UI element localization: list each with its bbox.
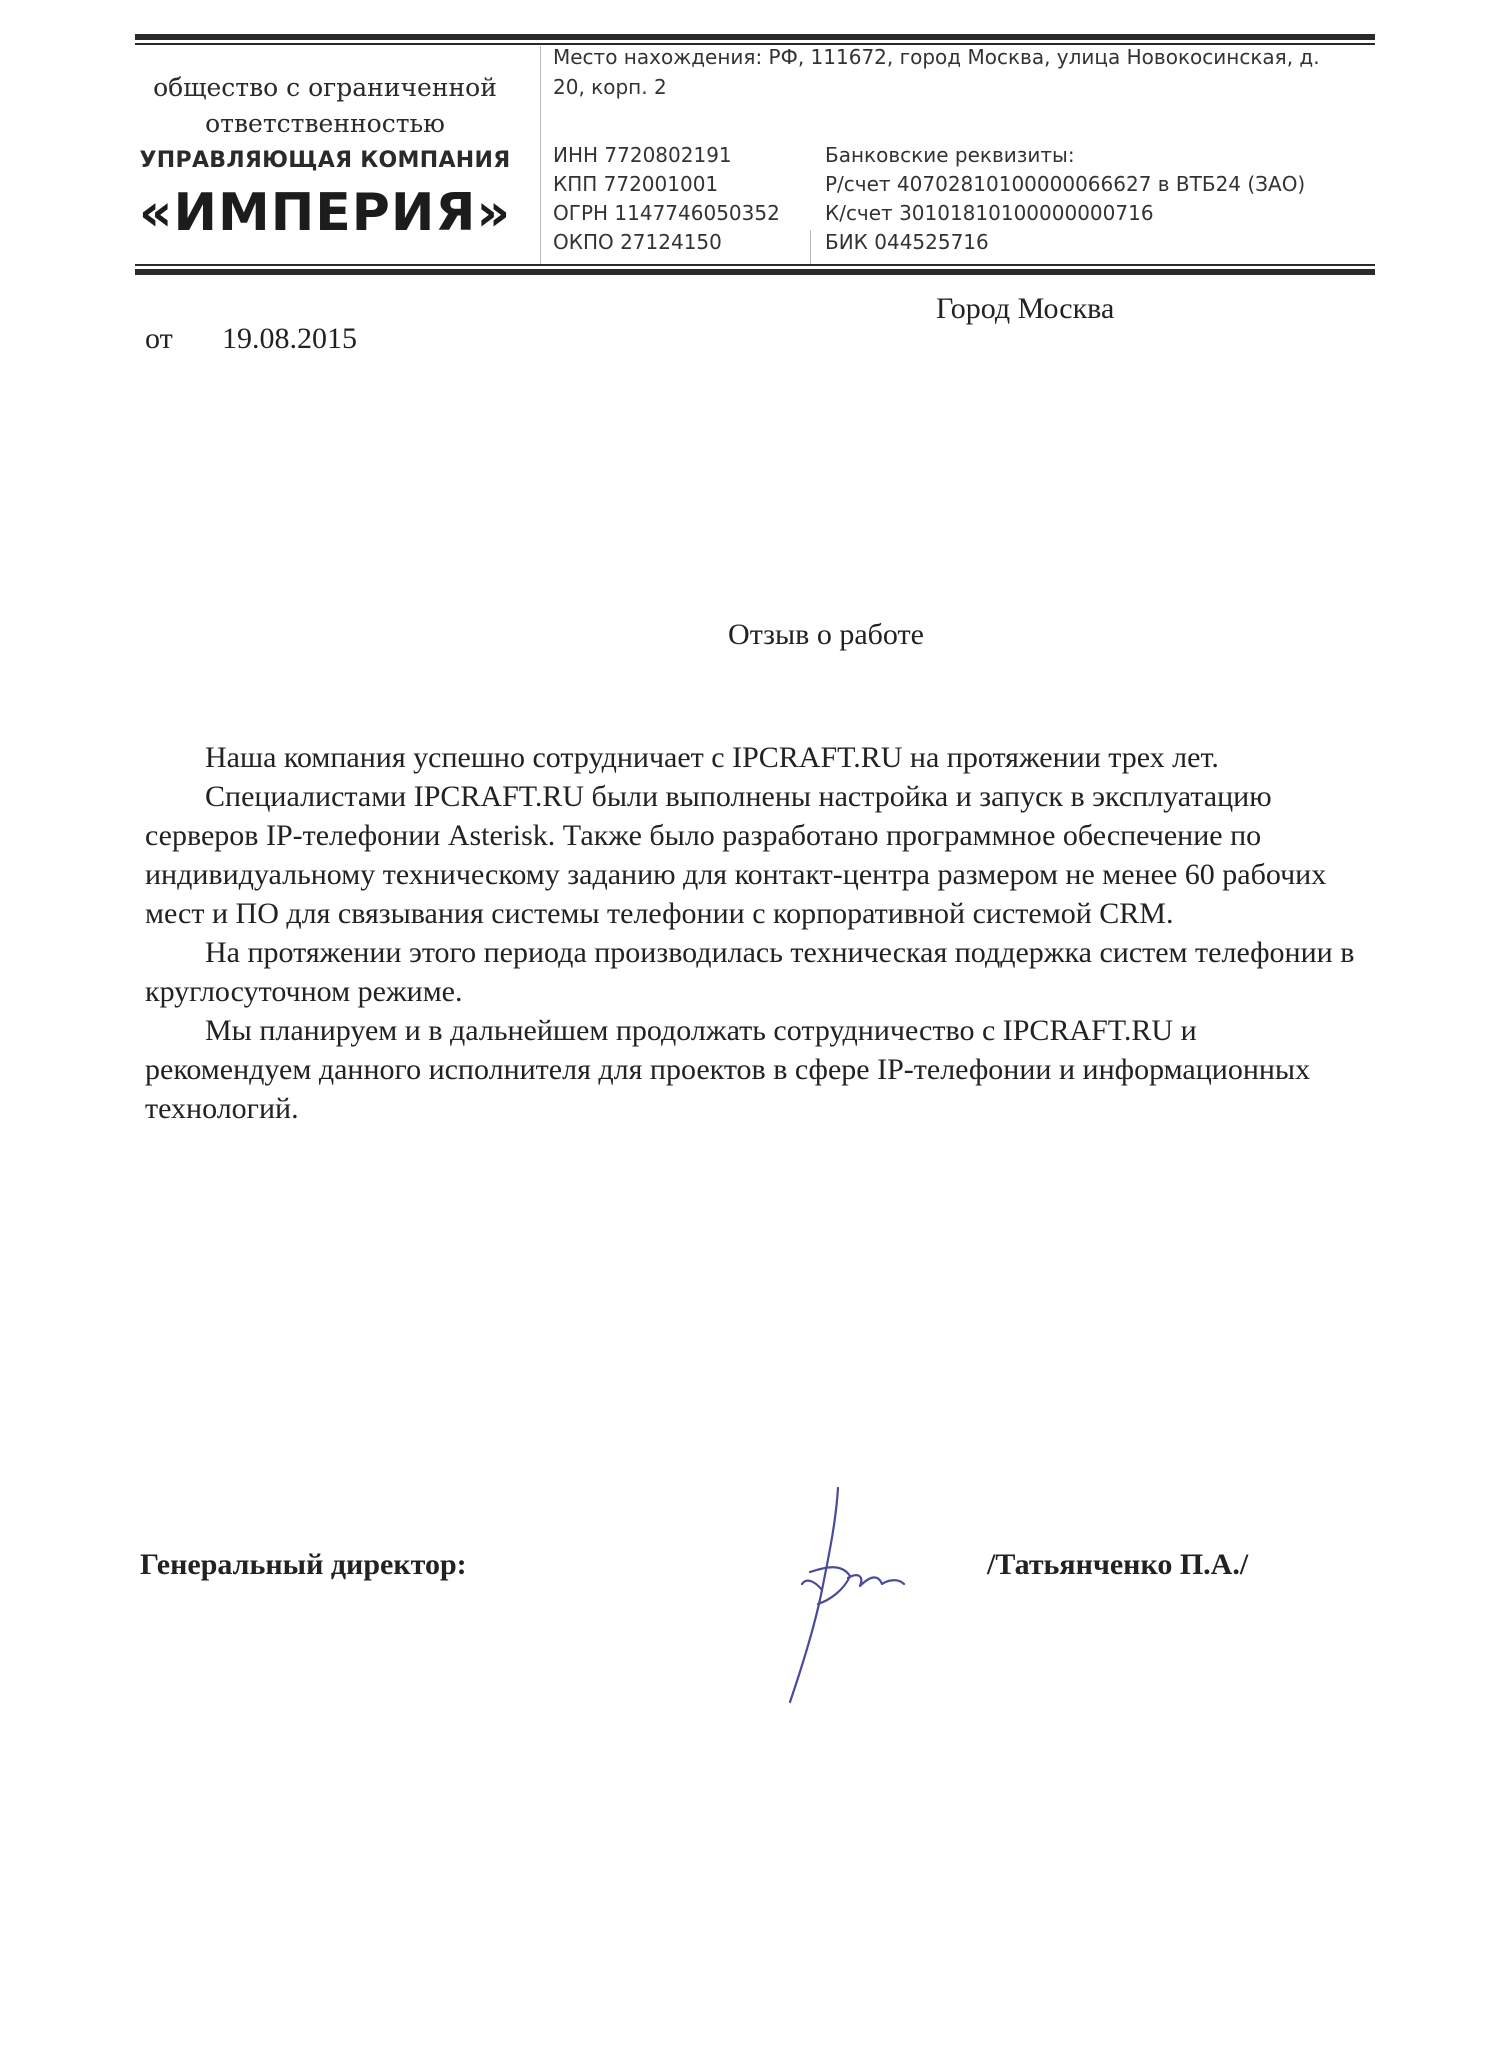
- letterhead-divider: [810, 230, 811, 264]
- letter-city: Город Москва: [936, 292, 1115, 325]
- settlement-account: Р/счет 40702810100000066627 в ВТБ24 (ЗАО): [825, 172, 1306, 196]
- signatory-name: /Татьянченко П.А./: [987, 1548, 1249, 1581]
- bank-details: [825, 141, 1305, 257]
- letter-title: Отзыв о работе: [728, 618, 924, 651]
- correspondent-account: К/счет 30101810100000000716: [825, 201, 1154, 225]
- letterhead-top-rule: [135, 34, 1375, 40]
- letterhead-divider: [540, 46, 541, 264]
- bank-heading: Банковские реквизиты:: [825, 143, 1075, 167]
- signatory-role: Генеральный директор:: [140, 1548, 467, 1581]
- company-name: «ИМПЕРИЯ»: [138, 183, 512, 243]
- letterhead-bottom-rule: [135, 269, 1375, 275]
- company-block: [135, 70, 515, 246]
- ogrn-line: ОГРН 1147746050352: [553, 201, 780, 225]
- handwritten-signature: [770, 1480, 930, 1710]
- body-paragraph: Наша компания успешно сотрудничает с IPCRAFT.RU на протяжении трех лет.: [205, 741, 1219, 774]
- body-paragraph: Мы планируем и в дальнейшем продолжать сотрудничество с IPCRAFT.RU и рекомендуем данного исполнителя для проектов в сфере IP-телефонии и информационных технологий.: [145, 1014, 1311, 1125]
- kpp-line: КПП 772001001: [553, 172, 719, 196]
- letter-date: 19.08.2015: [222, 322, 357, 355]
- body-paragraph: Специалистами IPCRAFT.RU были выполнены настройка и запуск в эксплуатацию серверов IP-телефонии Asterisk. Также было разработано программное обеспечение по индивидуальному техническому заданию для контакт-центра размером не менее 60 рабочих мест и ПО для связывания системы телефонии с корпоративной системой CRM.: [145, 780, 1327, 930]
- okpo-line: ОКПО 27124150: [553, 230, 722, 254]
- date-label: от: [145, 322, 173, 355]
- company-kind: УПРАВЛЯЮЩАЯ КОМПАНИЯ: [139, 148, 511, 173]
- company-legal-form: общество с ограниченной: [153, 73, 497, 102]
- company-address: Место нахождения: РФ, 111672, город Москва, улица Новокосинская, д. 20, корп. 2: [553, 45, 1320, 99]
- body-paragraph: На протяжении этого периода производилась техническая поддержка систем телефонии в круглосуточном режиме.: [145, 936, 1355, 1008]
- bik-line: БИК 044525716: [825, 230, 989, 254]
- letter-body: [145, 738, 1360, 1128]
- registration-details: [553, 141, 780, 257]
- letterhead-bottom-thin-rule: [135, 264, 1375, 266]
- inn-line: ИНН 7720802191: [553, 143, 732, 167]
- company-legal-form-2: ответственностью: [205, 109, 445, 138]
